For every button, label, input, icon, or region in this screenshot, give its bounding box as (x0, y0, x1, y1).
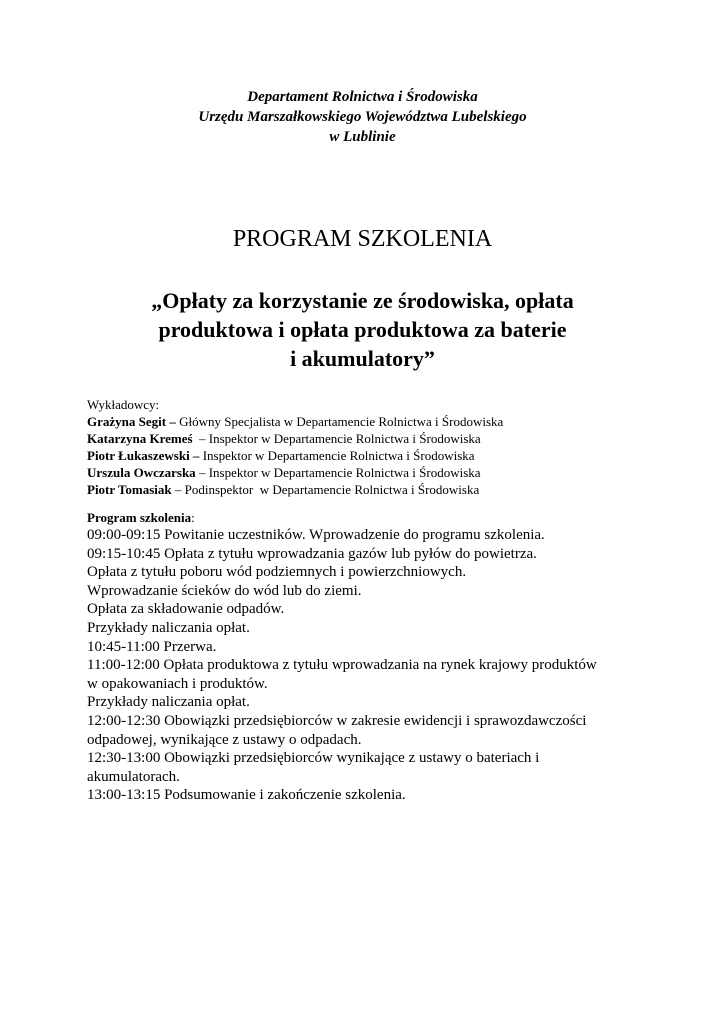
lecturer-entry (87, 430, 687, 447)
lecturer-role: – Inspektor w Departamencie Rolnictwa i Środowiska (195, 465, 481, 480)
lecturer-entry (87, 464, 687, 481)
program-line: Opłata za składowanie odpadów. (87, 601, 285, 618)
program-line: 12:30-13:00 Obowiązki przedsiębiorców wynikające z ustawy o bateriach i (87, 750, 540, 767)
program-label (87, 509, 687, 526)
header-line-city: w Lublinie (329, 129, 396, 145)
lecturer-entry (87, 481, 687, 498)
lecturer-name: Piotr Tomasiak (87, 482, 172, 497)
program-line: 09:00-09:15 Powitanie uczestników. Wprowadzenie do programu szkolenia. (87, 527, 545, 543)
course-title-line: i akumulatory” (290, 346, 435, 371)
program-label-colon: : (191, 510, 195, 525)
header-line-department: Departament Rolnictwa i Środowiska (247, 89, 478, 105)
program-line: 13:00-13:15 Podsumowanie i zakończenie szkolenia. (87, 787, 406, 804)
course-title-line: „Opłaty za korzystanie ze środowiska, opłata (151, 288, 574, 313)
program-line: 11:00-12:00 Opłata produktowa z tytułu wprowadzania na rynek krajowy produktów (87, 657, 597, 674)
lecturer-role: Inspektor w Departamencie Rolnictwa i Środowiska (199, 448, 475, 463)
lecturer-role: – Podinspektor w Departamencie Rolnictwa i Środowiska (171, 482, 480, 497)
program-items (87, 526, 687, 805)
lecturer-name: Urszula Owczarska (87, 465, 196, 480)
lecturer-role: – Inspektor w Departamencie Rolnictwa i Środowiska (192, 431, 481, 446)
lecturer-entry (87, 447, 687, 464)
program-line: odpadowej, wynikające z ustawy o odpadach. (87, 731, 362, 748)
department-header (0, 87, 725, 147)
program-line: Przykłady naliczania opłat. (87, 619, 250, 636)
lecturers-label: Wykładowcy: (87, 397, 160, 412)
program-line: 10:45-11:00 Przerwa. (87, 638, 217, 655)
program-label-text: Program szkolenia (87, 510, 192, 525)
program-line: akumulatorach. (87, 768, 180, 785)
lecturer-name: Grażyna Segit – (87, 414, 176, 429)
program-line: 09:15-10:45 Opłata z tytułu wprowadzania gazów lub pyłów do powietrza. (87, 545, 537, 562)
program-line: Opłata z tytułu poboru wód podziemnych i powierzchniowych. (87, 564, 467, 581)
course-title-line: produktowa i opłata produktowa za baterie (158, 317, 567, 342)
lecturer-name: Katarzyna Kremeś (87, 431, 193, 446)
document-title: PROGRAM SZKOLENIA (232, 226, 493, 252)
lecturer-name: Piotr Łukaszewski – (87, 448, 200, 463)
lecturers-section (87, 396, 687, 498)
program-line: 12:00-12:30 Obowiązki przedsiębiorców w zakresie ewidencji i sprawozdawczości (87, 712, 587, 729)
lecturer-entry (87, 413, 687, 430)
course-title (0, 286, 725, 373)
program-line: Wprowadzanie ścieków do wód lub do ziemi. (87, 582, 362, 599)
program-line: w opakowaniach i produktów. (87, 675, 268, 692)
program-line: Przykłady naliczania opłat. (87, 694, 250, 711)
lecturer-role: Główny Specjalista w Departamencie Rolnictwa i Środowiska (175, 414, 504, 429)
header-line-office: Urzędu Marszałkowskiego Województwa Lubelskiego (198, 109, 527, 125)
program-section (87, 509, 687, 805)
